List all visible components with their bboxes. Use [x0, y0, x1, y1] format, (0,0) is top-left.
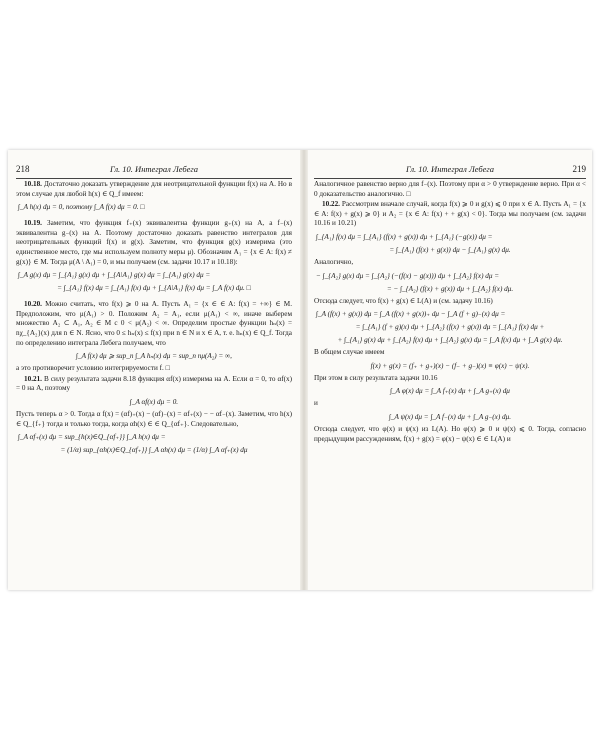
formula: ∫_A h(x) dμ = 0, поэтому ∫_A f(x) dμ = 0. □ — [18, 203, 145, 212]
solution-text: Отсюда следует, что φ(x) и ψ(x) из L(A). Но φ(x) ⩾ 0 и ψ(x) ⩽ 0. Тогда, согласно предыдущим рассуждениям, f(x) + g(x) = φ(x) − ψ(x) ∈ ∈ L(A) и — [314, 424, 586, 443]
right-page — [314, 150, 586, 590]
left-page-body — [16, 180, 292, 455]
formula: ∫_{A₁} f(x) dμ = ∫_{A₁} (f(x) + g(x)) dμ + ∫_{A₁} (−g(x)) dμ = — [316, 232, 493, 241]
left-page-header — [16, 162, 292, 179]
solution-10-22 — [314, 200, 586, 229]
solution-10-18 — [16, 180, 292, 199]
formula: + ∫_{A₁} g(x) dμ + ∫_{A₂} f(x) dμ + ∫_{A₂} g(x) dμ = ∫_A f(x) dμ + ∫_A g(x) dμ. — [337, 336, 563, 345]
formula: = − ∫_{A₂} (f(x) + g(x)) dμ + ∫_{A₂} f(x) dμ. — [386, 284, 514, 293]
left-page — [16, 150, 292, 590]
solution-text: Аналогичное равенство верно для f₋(x). Поэтому при α > 0 утверждение верно. При α < 0 доказательство аналогично. □ — [314, 180, 586, 198]
solution-text: Рассмотрим вначале случай, когда f(x) ⩾ 0 и g(x) ⩽ 0 при x ∈ A. Пусть A₁ = {x ∈ A: f(x) + g(x) ⩾ 0} и A₂ = {x ∈ A: f(x) + + g(x) < 0}. Тогда мы получаем (см. задачи 10.16 и 10.21) — [314, 200, 587, 228]
problem-tag: 10.21. — [24, 374, 42, 383]
problem-tag: 10.20. — [24, 300, 42, 309]
formula: ∫_A αf₊(x) dμ = sup_{h(x)∈Q_{αf₊}} ∫_A h(x) dμ = — [18, 433, 166, 442]
solution-text: Заметим, что функция f₊(x) эквивалентна функции g₊(x) на A, а f₋(x) эквивалентна g₋(x) на A. Поэтому достаточно доказать равенство интегралов для неотрицательных функций f(x) и g(x). Заметим, что функция g(x) измерима (это единственное место, где мы используем полноту меры μ). Обозначим A₁ = {x ∈ A: f(x) ≠ g(x)} ∈ M. Тогда μ(A \ A₁) = 0, и мы получаем (см. задачи 10.17 и 10.18): — [16, 219, 293, 266]
solution-text: а это противоречит условию интегрируемости f. □ — [16, 364, 170, 373]
solution-text: Можно считать, что f(x) ⩾ 0 на A. Пусть A₁ = {x ∈ ∈ A: f(x) = +∞} ∈ M. Предположим, что μ(A₁) > 0. Положим A₂ = A₁, если μ(A₁) < ∞, иначе выберем множество A₂ ⊂ A₁, A₂ ∈ M с 0 < μ(A₂) < ∞. Определим простые функции hₙ(x) = nχ_{A₂}(x) для n ∈ N. Ясно, что 0 ≤ hₙ(x) ≤ f(x) при n ∈ N и x ∈ A, т. е. hₙ(x) ∈ Q_f. Тогда по определению интеграла Лебега получаем, что — [16, 300, 292, 347]
book-spread — [8, 150, 592, 590]
book-gutter — [300, 150, 308, 590]
problem-tag: 10.18. — [24, 180, 42, 188]
page-number: 219 — [572, 164, 586, 174]
formula: = ∫_{A₁} f(x) dμ = ∫_{A₁} f(x) dμ + ∫_{A\A₁} f(x) dμ = ∫_A f(x) dμ. □ — [57, 284, 251, 293]
formula: ∫_A g(x) dμ = ∫_{A₁} g(x) dμ + ∫_{A\A₁} g(x) dμ = ∫_{A₁} g(x) dμ = — [18, 271, 211, 280]
solution-text: Аналогично, — [314, 257, 354, 266]
running-title: Гл. 10. Интеграл Лебега — [405, 164, 495, 174]
solution-text: Пусть теперь α > 0. Тогда α f(x) = (αf)₊(x) − (αf)₋(x) = αf₊(x) − − αf₋(x). Заметим, что h(x) ∈ Q_{f₊} тогда и только тогда, когда αh(x) ∈ ∈ Q_{αf₊}. Следовательно, — [16, 409, 292, 428]
solution-text: Достаточно доказать утверждение для неотрицательной функции f(x) на A. Но в этом случае для любой h(x) ∈ Q_f имеем: — [16, 180, 292, 198]
formula: = (1/α) sup_{αh(x)∈Q_{αf₊}} ∫_A αh(x) dμ = (1/α) ∫_A αf₊(x) dμ — [60, 446, 248, 455]
right-page-header — [314, 162, 586, 179]
formula: ∫_A (f(x) + g(x)) dμ = ∫_A (f(x) + g(x))₊ dμ − ∫_A (f + g)₋(x) dμ = — [316, 310, 506, 319]
running-title: Гл. 10. Интеграл Лебега — [109, 164, 199, 174]
formula: ∫_A ψ(x) dμ = ∫_A f₋(x) dμ + ∫_A g₋(x) dμ. — [388, 412, 512, 421]
formula: ∫_A αf(x) dμ = 0. — [129, 397, 179, 406]
page-number: 218 — [16, 164, 30, 174]
problem-tag: 10.19. — [24, 219, 42, 228]
solution-10-20 — [16, 300, 292, 348]
formula: − ∫_{A₂} g(x) dμ = ∫_{A₂} (−(f(x) − g(x))) dμ + ∫_{A₂} f(x) dμ = — [316, 271, 500, 280]
right-page-body — [314, 180, 586, 444]
formula: ∫_A f(x) dμ ⩾ sup_n ∫_A hₙ(x) dμ = sup_n nμ(A₂) = ∞, — [76, 352, 232, 361]
solution-text: В общем случае имеем — [314, 348, 385, 357]
problem-tag: 10.22. — [322, 200, 340, 209]
solution-text: При этом в силу результата задачи 10.16 — [314, 373, 438, 382]
formula: = ∫_{A₁} (f + g)(x) dμ + ∫_{A₂} (f(x) + g(x)) dμ = ∫_{A₁} f(x) dμ + — [355, 323, 545, 332]
formula: f(x) + g(x) = (f₊ + g₊)(x) − (f₋ + g₋)(x) ≡ φ(x) − ψ(x). — [370, 361, 530, 370]
solution-10-21 — [16, 375, 292, 394]
solution-text: и — [314, 399, 318, 408]
formula: = ∫_{A₁} (f(x) + g(x)) dμ − ∫_{A₁} g(x) dμ. — [389, 245, 511, 254]
formula: ∫_A φ(x) dμ = ∫_A f₊(x) dμ + ∫_A g₊(x) dμ — [390, 387, 510, 396]
solution-10-19 — [16, 219, 292, 267]
solution-text: Отсюда следует, что f(x) + g(x) ∈ L(A) и (см. задачу 10.16) — [314, 296, 493, 305]
solution-text: В силу результата задачи 8.18 функция αf(x) измерима на A. Если α = 0, то αf(x) = 0 на A, поэтому — [16, 374, 292, 393]
